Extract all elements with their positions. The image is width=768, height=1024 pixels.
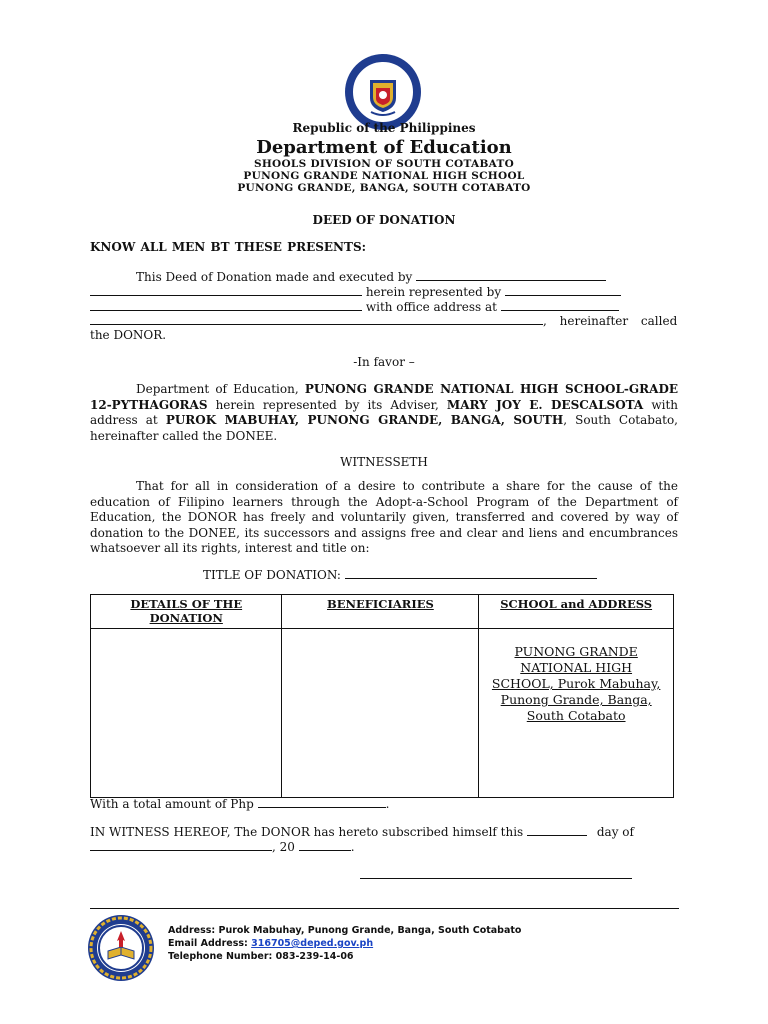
donee-paragraph	[90, 382, 678, 444]
signature-line[interactable]	[360, 878, 632, 879]
month-blank[interactable]	[90, 839, 272, 851]
witness-text-a: IN WITNESS HEREOF, The DONOR has hereto subscribed himself this	[90, 825, 524, 839]
consideration-paragraph: That for all in consideration of a desire to contribute a share for the cause of the education of Filipino learners through the Adopt-a-School Program of the Department of Education, the DONOR has freely and voluntarily given, transferred and covered by way of donation to the DONEE, its successors and assigns free and clear and liens and encumbrances whatsoever all its rights, interest and title on:	[90, 479, 678, 555]
title-of-donation-label: TITLE OF DONATION:	[203, 568, 341, 582]
p1-hereinafter-text: , hereinafter called	[543, 314, 678, 328]
col-header-beneficiaries: BENEFICIARIES	[282, 595, 479, 629]
school-logo-icon	[86, 913, 156, 983]
department-heading: Department of Education	[256, 137, 512, 158]
witnesseth-heading: WITNESSETH	[340, 455, 428, 469]
p1-donor-text: the DONOR.	[90, 328, 167, 342]
p1-start-text: This Deed of Donation made and executed by	[136, 270, 413, 284]
donor-name-blank[interactable]	[416, 269, 606, 281]
title-of-donation-row	[203, 567, 597, 582]
p2-text-e: with address at	[90, 397, 678, 427]
witness-text-d: .	[350, 840, 355, 854]
day-blank[interactable]	[527, 824, 587, 836]
deped-seal-icon	[343, 52, 423, 132]
in-favor-text: -In favor –	[353, 355, 415, 369]
title-of-donation-blank[interactable]	[345, 567, 597, 579]
footer-email-row	[168, 938, 373, 949]
division-heading: SHOOLS DIVISION OF SOUTH COTABATO	[253, 158, 515, 170]
school-address-cell	[479, 629, 674, 798]
office-address-blank[interactable]	[501, 299, 619, 311]
details-cell[interactable]	[91, 629, 282, 798]
col-header-details: DETAILS OF THE DONATION	[91, 595, 282, 629]
p2-text-a: Department of Education,	[136, 382, 305, 396]
year-blank[interactable]	[299, 839, 351, 851]
total-amount-blank[interactable]	[258, 796, 386, 808]
school-heading: PUNONG GRANDE NATIONAL HIGH SCHOOL	[243, 170, 525, 182]
footer-divider	[90, 908, 679, 909]
p1-line1	[136, 269, 606, 284]
col-header-school-address: SCHOOL and ADDRESS	[479, 595, 674, 629]
document-title: DEED OF DONATION	[312, 213, 456, 227]
p1-line4	[90, 313, 677, 328]
p1-line3	[90, 299, 619, 314]
table-header-row	[91, 595, 674, 629]
footer-phone: Telephone Number: 083-239-14-06	[168, 951, 354, 962]
donee-address: PUROK MABUHAY, PUNONG GRANDE, BANGA, SOUTH	[165, 413, 564, 427]
know-all-men: KNOW ALL MEN BT THESE PRESENTS:	[90, 240, 367, 254]
school-grade-name: PUNONG GRANDE NATIONAL HIGH SCHOOL-GRADE 12-PYTHAGORAS	[90, 382, 679, 412]
beneficiaries-cell[interactable]	[282, 629, 479, 798]
total-amount-label: With a total amount of Php	[90, 797, 254, 811]
republic-heading: Republic of the Philippines	[292, 121, 476, 135]
donor-blank-3[interactable]	[90, 299, 362, 311]
footer-email-label: Email Address:	[168, 938, 252, 949]
p2-text-g: , South Cotabato, hereinafter called the DONEE.	[90, 413, 678, 443]
footer-address: Address: Purok Mabuhay, Punong Grande, Banga, South Cotabato	[168, 925, 522, 936]
witness-line2	[90, 839, 355, 854]
witness-line1	[90, 824, 634, 839]
donation-table	[90, 594, 674, 798]
total-amount-row	[90, 796, 389, 811]
p1-represented-text: herein represented by	[365, 285, 502, 299]
office-address-blank-2[interactable]	[90, 313, 543, 325]
total-amount-period: .	[385, 797, 390, 811]
witness-text-b: day of	[596, 825, 634, 839]
school-address-text: PUNONG GRANDE NATIONAL HIGH SCHOOL, Purok Mabuhay, Punong Grande, Banga, South Cotabato	[491, 644, 661, 723]
table-row	[91, 629, 674, 798]
adviser-name: MARY JOY E. DESCALSOTA	[446, 397, 644, 412]
school-address-heading: PUNONG GRANDE, BANGA, SOUTH COTABATO	[237, 182, 531, 194]
donor-blank-2[interactable]	[90, 284, 362, 296]
p1-line2	[90, 284, 621, 299]
p1-office-text: with office address at	[365, 300, 497, 314]
footer-email-link[interactable]: 316705@deped.gov.ph	[251, 938, 374, 949]
representative-blank[interactable]	[505, 284, 621, 296]
p2-text-c: herein represented by its Adviser,	[207, 397, 447, 412]
witness-text-c: , 20	[272, 840, 295, 854]
